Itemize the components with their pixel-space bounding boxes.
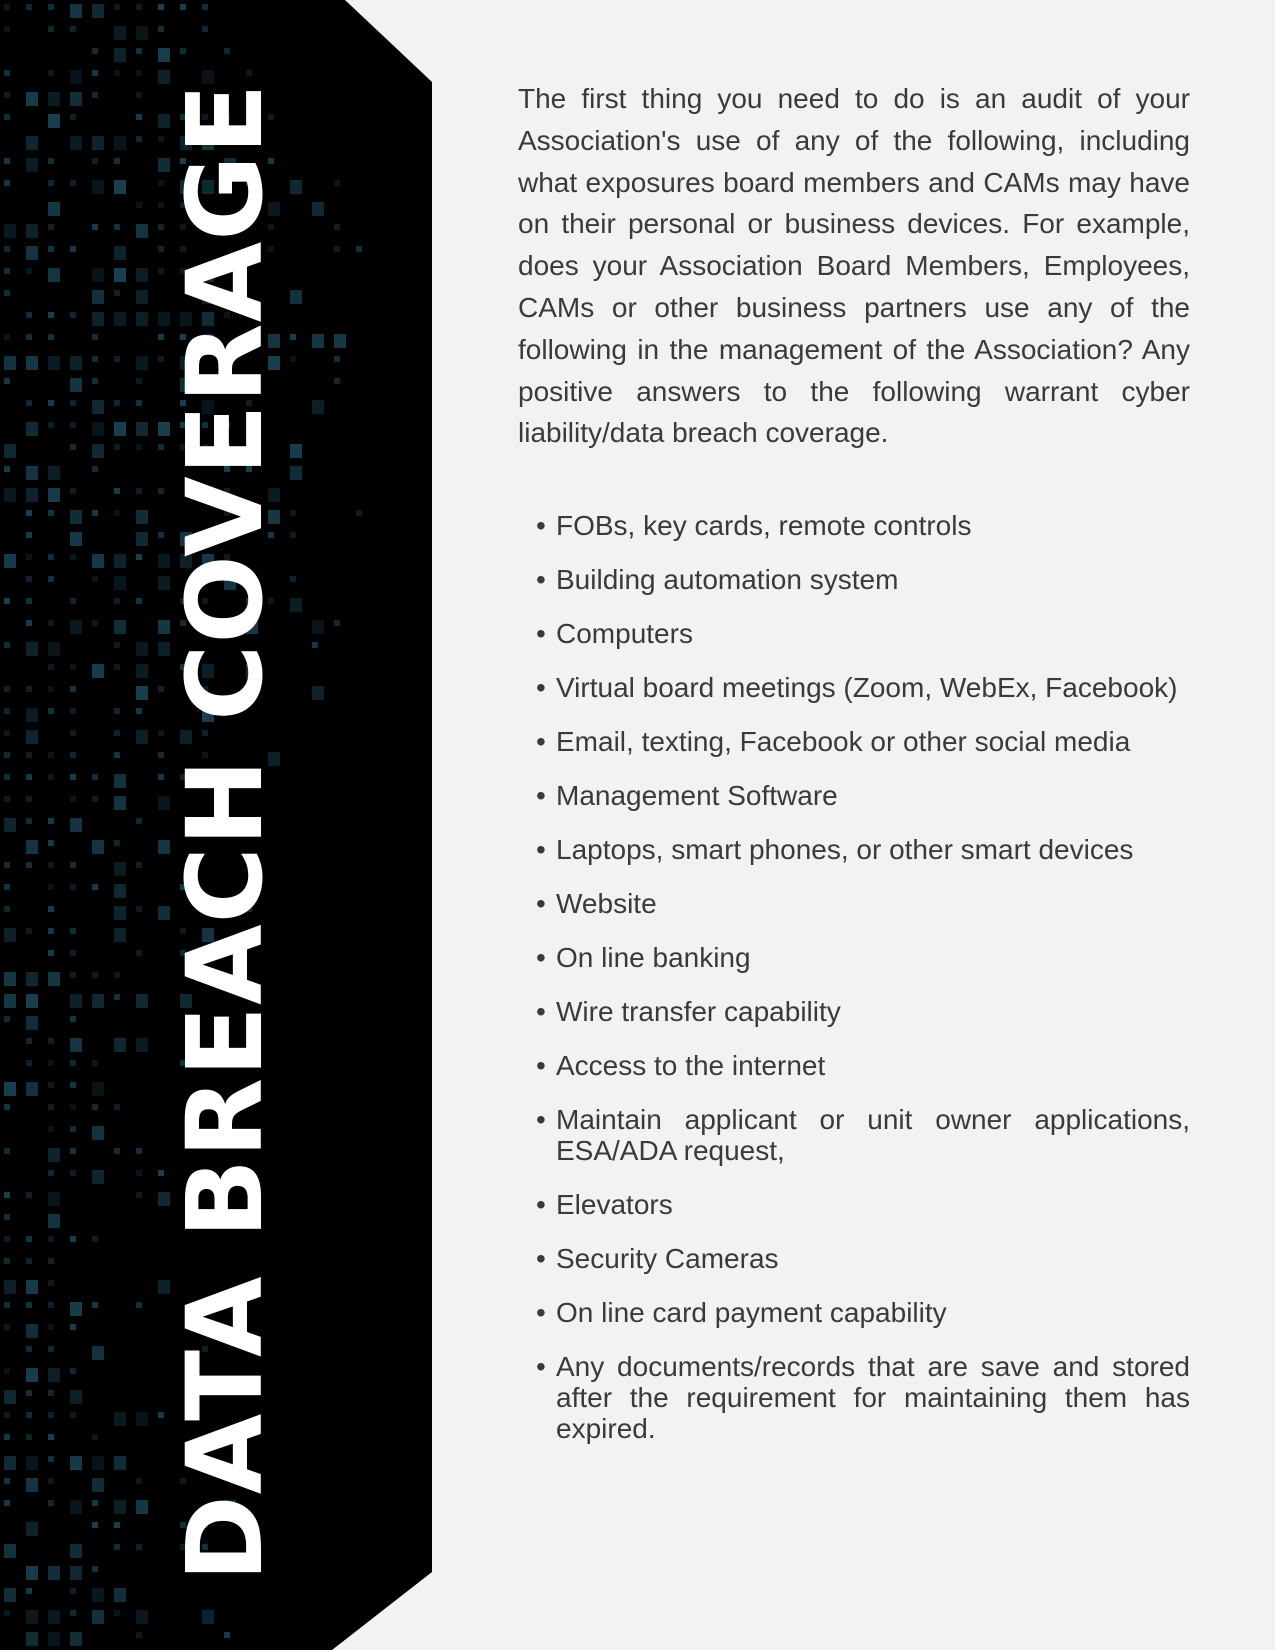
- list-item: • On line banking: [540, 942, 1190, 973]
- sidebar-title-container: [0, 0, 432, 1650]
- list-item: • Virtual board meetings (Zoom, WebEx, Facebook): [540, 672, 1190, 703]
- list-item: • Computers: [540, 618, 1190, 649]
- list-item: • Access to the internet: [540, 1050, 1190, 1081]
- list-item: • Building automation system: [540, 564, 1190, 595]
- list-item: • Security Cameras: [540, 1243, 1190, 1274]
- list-item: • Management Software: [540, 780, 1190, 811]
- device-list: [518, 510, 1190, 1444]
- list-item: • On line card payment capability: [540, 1297, 1190, 1328]
- list-item: • Website: [540, 888, 1190, 919]
- list-item: • Elevators: [540, 1189, 1190, 1220]
- list-item: • Email, texting, Facebook or other social media: [540, 726, 1190, 757]
- list-item: • Any documents/records that are save and stored after the requirement for maintaining them has expired.: [540, 1351, 1190, 1444]
- list-item: • Maintain applicant or unit owner applications, ESA/ADA request,: [540, 1104, 1190, 1166]
- main-content: [518, 78, 1190, 1467]
- intro-paragraph: The first thing you need to do is an audit of your Association's use of any of the following, including what exposures board members and CAMs may have on their personal or business devices. For example, does your Association Board Members, Employees, CAMs or other business partners use any of the following in the management of the Association? Any positive answers to the following warrant cyber liability/data breach coverage.: [518, 83, 1190, 449]
- list-item: • Wire transfer capability: [540, 996, 1190, 1027]
- list-item: • FOBs, key cards, remote controls: [540, 510, 1190, 541]
- sidebar-title: DATA BREACH COVERAGE: [164, 82, 286, 1582]
- list-item: • Laptops, smart phones, or other smart devices: [540, 834, 1190, 865]
